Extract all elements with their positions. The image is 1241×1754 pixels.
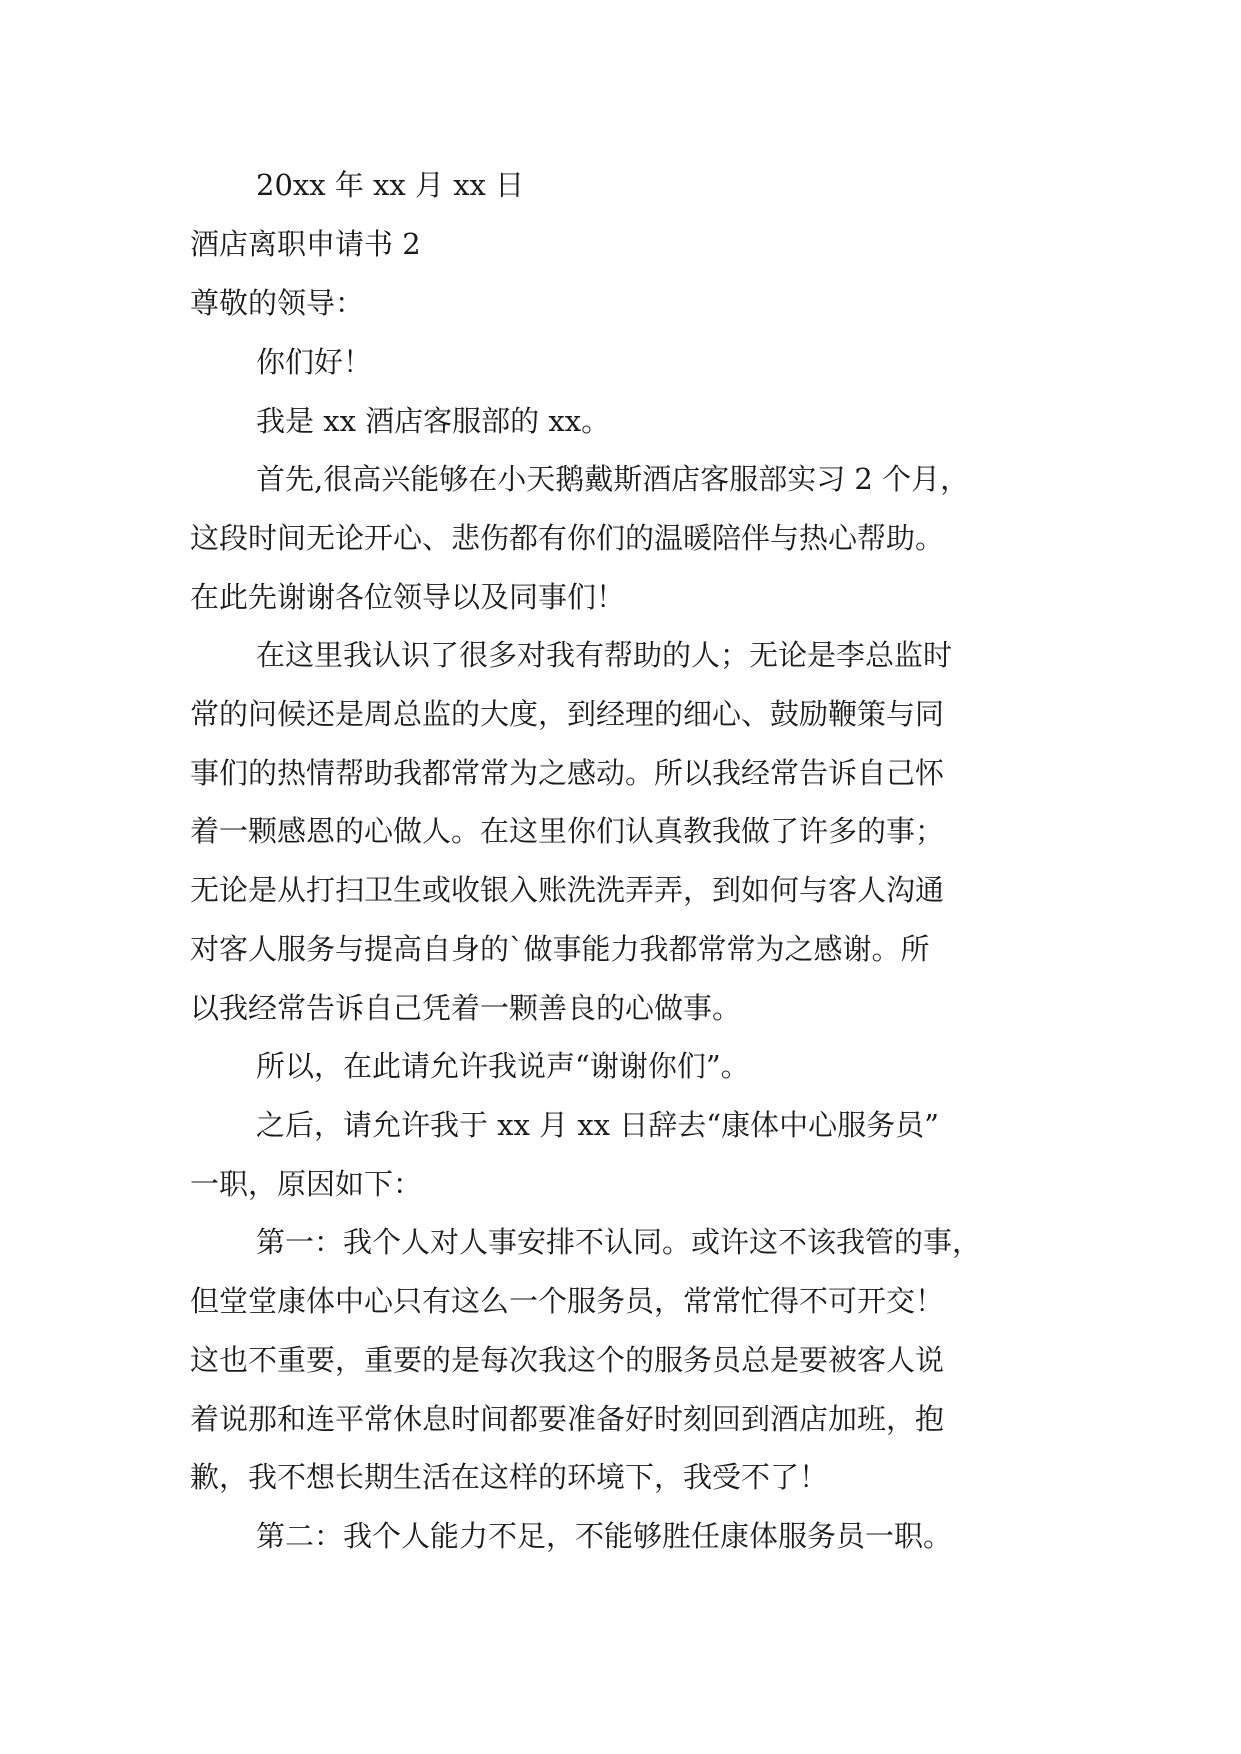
greeting: 你们好！: [256, 345, 373, 379]
paragraph-line: 这段时间无论开心、悲伤都有你们的温暖陪伴与热心帮助。: [190, 521, 945, 555]
paragraph-line: 一职，原因如下：: [190, 1167, 423, 1201]
salutation: 尊敬的领导：: [190, 286, 365, 320]
paragraph-line: 但堂堂康体中心只有这么一个服务员，常常忙得不可开交！: [190, 1284, 945, 1318]
paragraph-line: 首先,很高兴能够在小天鹅戴斯酒店客服部实习 2 个月，: [256, 462, 970, 496]
paragraph-line: 这也不重要，重要的是每次我这个的服务员总是要被客人说: [190, 1343, 945, 1377]
paragraph-line: 第一：我个人对人事安排不认同。或许这不该我管的事，: [256, 1225, 982, 1259]
paragraph-line: 第二：我个人能力不足，不能够胜任康体服务员一职。: [256, 1519, 953, 1553]
paragraph-line: 在此先谢谢各位领导以及同事们！: [190, 580, 626, 614]
paragraph-line: 对客人服务与提高自身的`做事能力我都常常为之感谢。所: [190, 932, 930, 966]
paragraph-line: 着一颗感恩的心做人。在这里你们认真教我做了许多的事；: [190, 814, 945, 848]
paragraph-line: 在这里我认识了很多对我有帮助的人；无论是李总监时: [256, 638, 953, 672]
intro-line: 我是 xx 酒店客服部的 xx。: [256, 404, 611, 438]
document-title: 酒店离职申请书 2: [190, 227, 421, 261]
date-line: 20xx 年 xx 月 xx 日: [256, 168, 525, 202]
paragraph-line: 所以，在此请允许我说声“谢谢你们”。: [256, 1049, 750, 1083]
paragraph-line: 常的问候还是周总监的大度，到经理的细心、鼓励鞭策与同: [190, 697, 945, 731]
paragraph-line: 歉，我不想长期生活在这样的环境下，我受不了！: [190, 1460, 829, 1494]
paragraph-line: 之后，请允许我于 xx 月 xx 日辞去“康体中心服务员”: [256, 1108, 939, 1142]
paragraph-line: 着说那和连平常休息时间都要准备好时刻回到酒店加班，抱: [190, 1402, 945, 1436]
paragraph-line: 以我经常告诉自己凭着一颗善良的心做事。: [190, 991, 742, 1025]
paragraph-line: 事们的热情帮助我都常常为之感动。所以我经常告诉自己怀: [190, 756, 945, 790]
paragraph-line: 无论是从打扫卫生或收银入账洗洗弄弄，到如何与客人沟通: [190, 873, 945, 907]
